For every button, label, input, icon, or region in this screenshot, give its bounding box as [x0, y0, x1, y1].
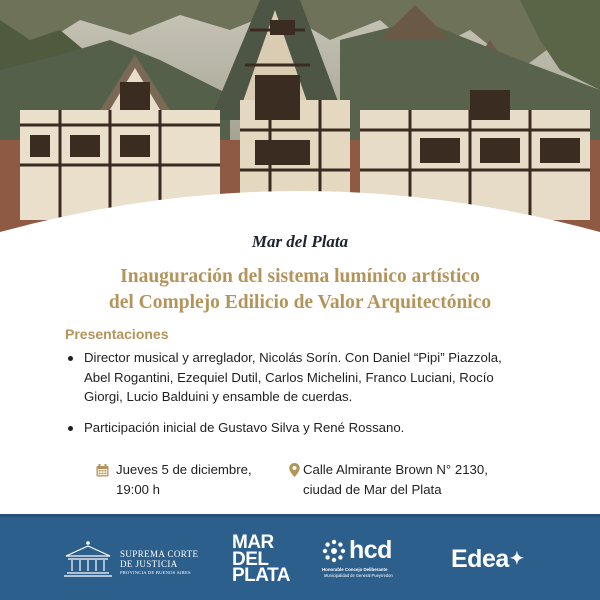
- scj-subtitle: PROVINCIA DE BUENOS AIRES: [120, 570, 191, 575]
- sparkle-icon: ✦: [509, 549, 524, 568]
- event-address-line: Calle Almirante Brown N° 2130,: [303, 462, 488, 477]
- hcd-subtitle-2: Municipalidad de General Pueyrredon: [324, 573, 393, 578]
- event-location-heading: Mar del Plata: [251, 232, 349, 251]
- location-pin-icon: [289, 463, 300, 483]
- list-item-line: Participación inicial de Gustavo Silva y René Rossano.: [84, 419, 405, 435]
- hcd-subtitle: Honorable Concejo Deliberante: [322, 567, 388, 572]
- mdp-line: DEL: [232, 548, 269, 570]
- logo-suprema-corte: [62, 540, 202, 580]
- logo-edea: [451, 545, 524, 574]
- hero-building-photo: [0, 0, 600, 240]
- scj-name-line: SUPREMA CORTE: [120, 549, 199, 559]
- mdp-line: MAR: [232, 532, 274, 553]
- presentations-label: Presentaciones: [65, 326, 169, 342]
- event-date-line: Jueves 5 de diciembre,: [116, 462, 252, 477]
- list-item-line: Giorgi, Lucio Balduini y ensamble de cuerdas.: [84, 389, 353, 404]
- event-date: [96, 460, 276, 499]
- list-item: [68, 418, 538, 438]
- event-city-line: ciudad de Mar del Plata: [303, 481, 442, 497]
- event-title-line: del Complejo Edilicio de Valor Arquitectónico: [108, 292, 492, 313]
- logo-mar-del-plata: [232, 532, 292, 586]
- event-title-line: Inauguración del sistema lumínico artístico: [120, 266, 480, 287]
- court-building-icon: [62, 540, 114, 580]
- bullet-icon: [68, 426, 73, 431]
- hcd-emblem-icon: [322, 539, 346, 563]
- event-time-line: 19:00 h: [116, 481, 160, 497]
- footer-stripe: [0, 514, 600, 517]
- event-title: [0, 264, 600, 316]
- hcd-wordmark: hcd: [349, 536, 392, 564]
- list-item: [68, 348, 538, 407]
- mdp-line: PLATA: [232, 565, 291, 586]
- presentations-list: [68, 348, 538, 437]
- calendar-icon: [96, 463, 109, 483]
- list-item-line: Abel Rogantini, Ezequiel Dutil, Carlos Michelini, Franco Luciani, Rocío: [84, 369, 494, 385]
- list-item-line: Director musical y arreglador, Nicolás Sorín. Con Daniel “Pipi” Piazzola,: [84, 350, 502, 365]
- edea-wordmark: Edea: [451, 545, 509, 573]
- event-place: [289, 460, 529, 499]
- logo-hcd: [322, 536, 432, 581]
- bullet-icon: [68, 356, 73, 361]
- scj-name-line: DE JUSTICIA: [120, 559, 178, 569]
